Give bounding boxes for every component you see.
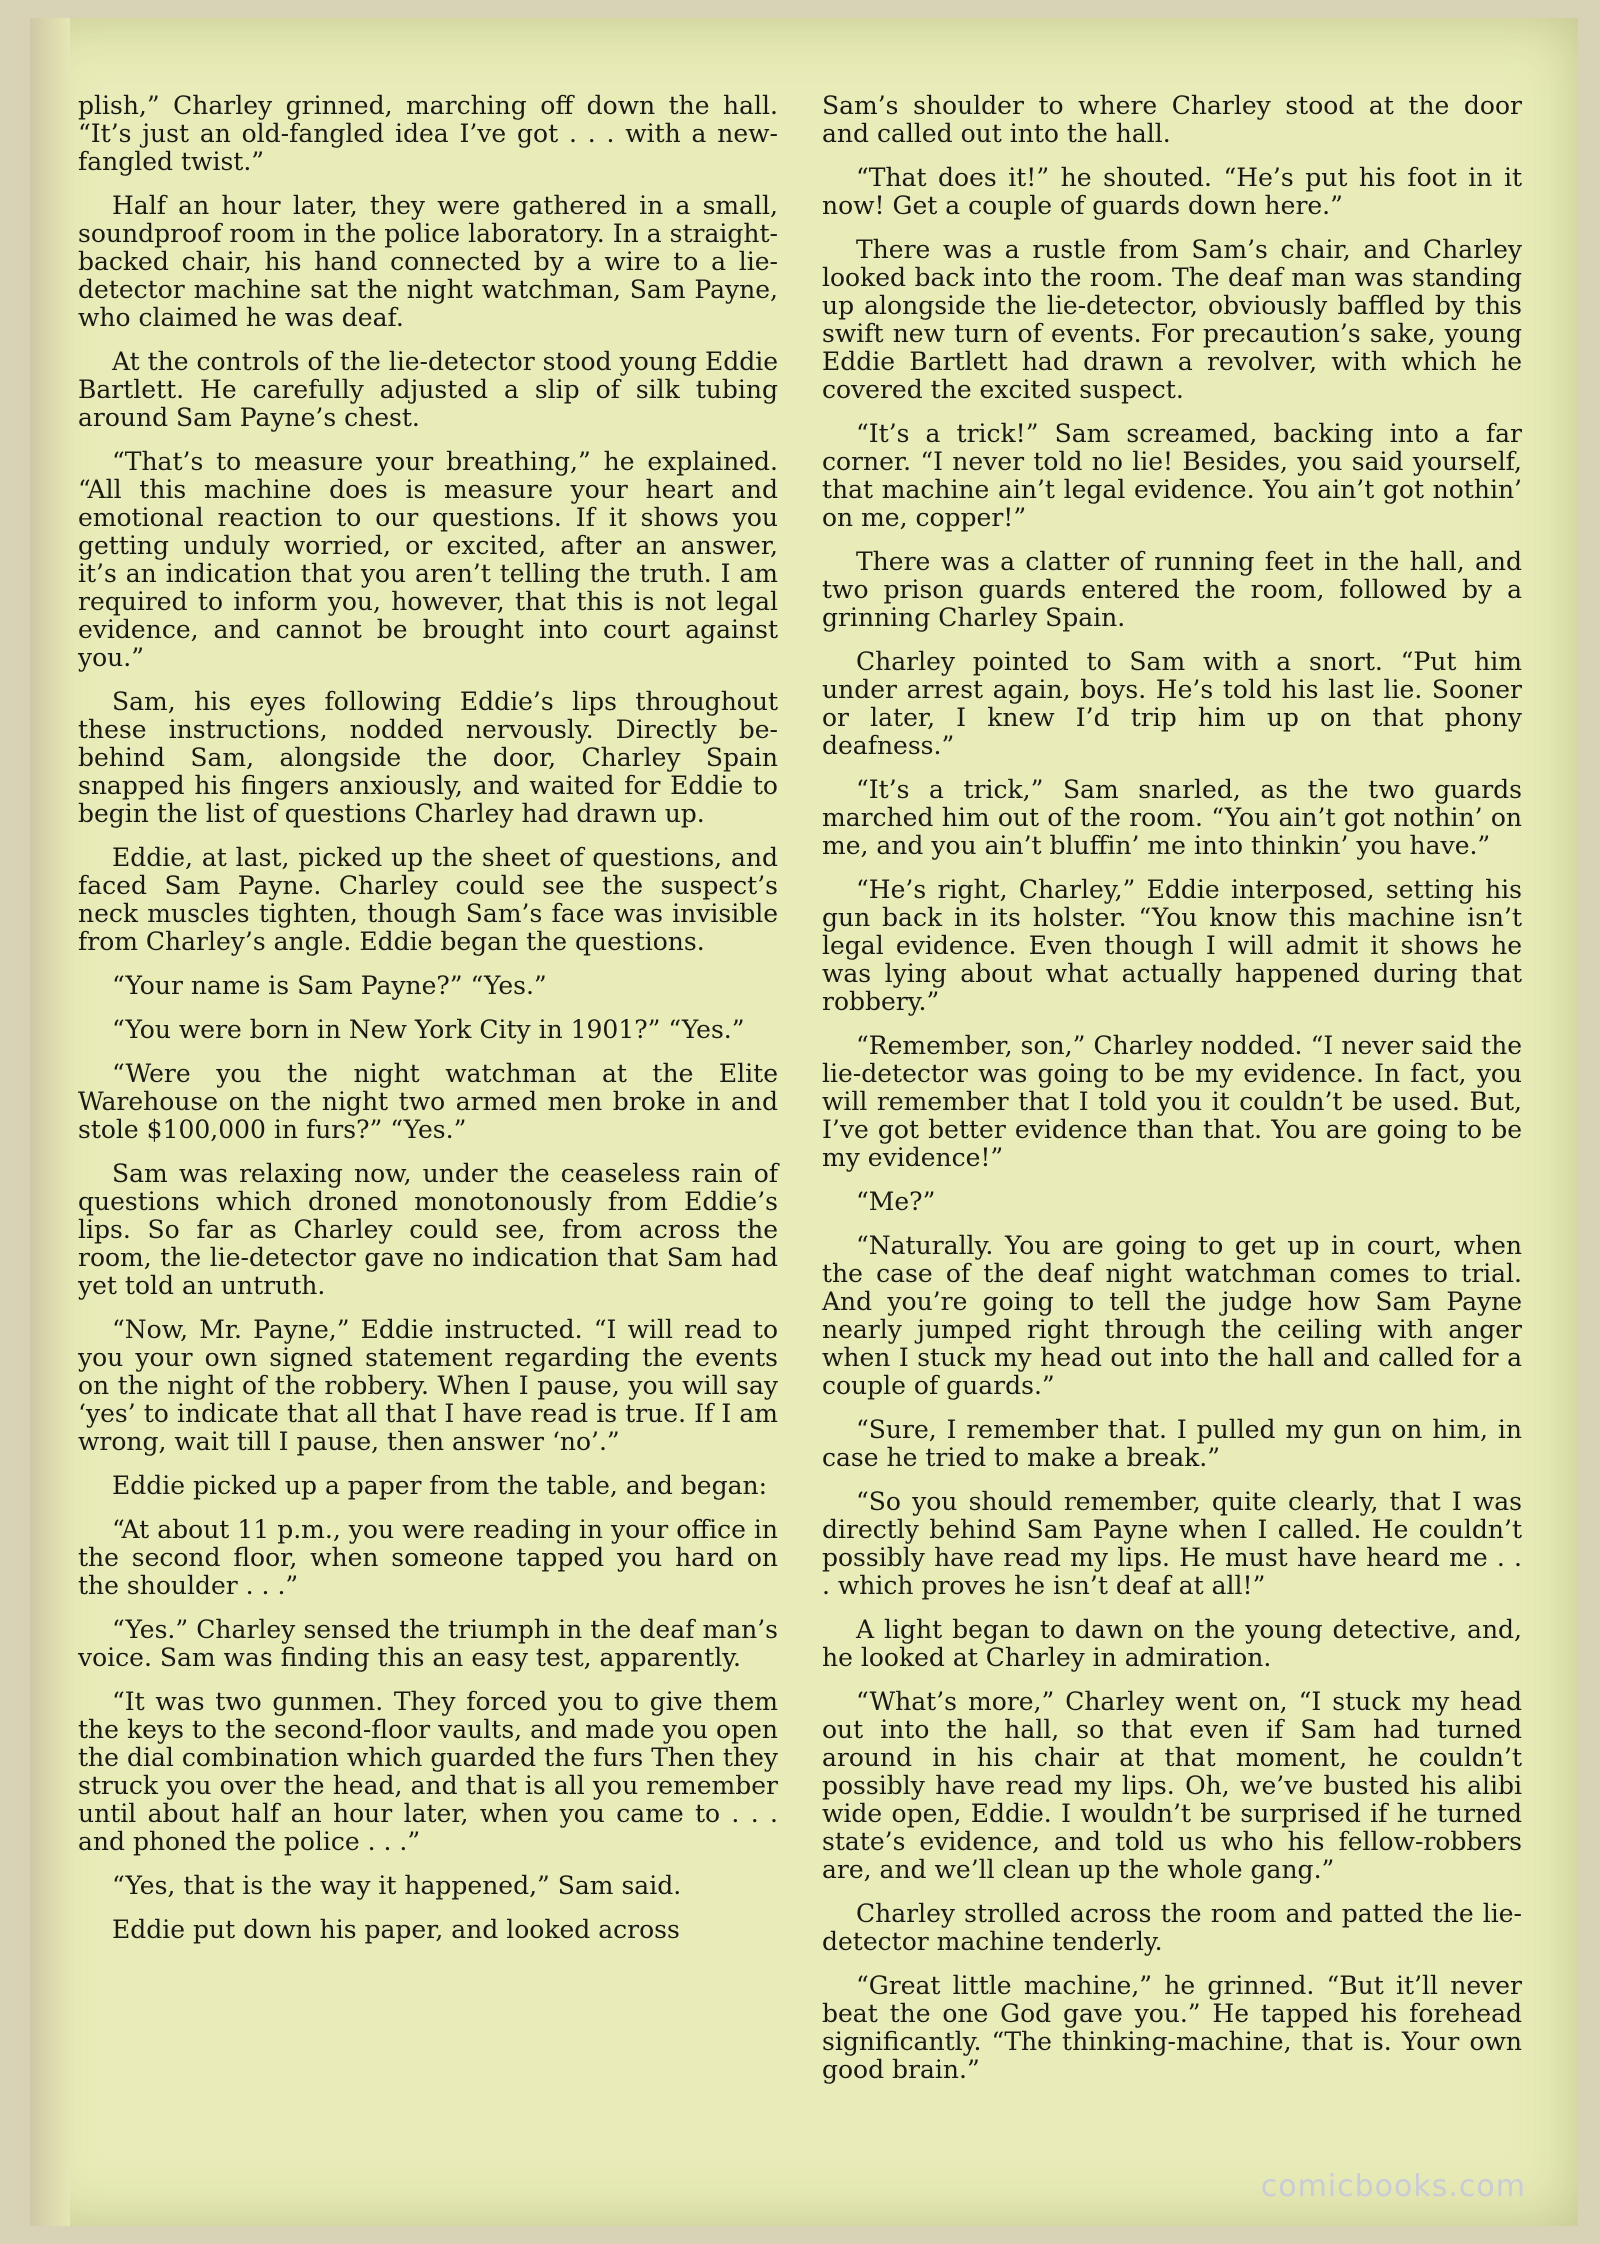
paragraph: There was a rustle from Sam’s chair, and Charley looked back into the room. The deaf man was standing up alongside the lie-detector, obviously baffled by this swift new turn of events. For precaution’s sake, young Eddie Bartlett had drawn a revolver, with which he covered the excited suspect. [822, 235, 1522, 404]
paragraph: A light began to dawn on the young detective, and, he looked at Charley in admiration. [822, 1615, 1522, 1672]
paragraph: Eddie picked up a paper from the table, and began: [112, 1471, 768, 1500]
paragraph: plish,” Charley grinned, marching off down the hall. “It’s just an old-fangled idea I’ve got . . . with a new-fangled twist.” [78, 91, 778, 176]
paragraph: Sam, his eyes following Eddie’s lips throughout these instructions, nodded nervously. Directly be-behind Sam, alongside the door, Charley Spain snapped his fingers anxiously, and waited for Eddie to begin the list of questions Charley had drawn up. [78, 687, 778, 828]
paragraph: Sam was relaxing now, under the ceaseless rain of questions which droned monotonously from Eddie’s lips. So far as Charley could see, from across the room, the lie-detector gave no indication that Sam had yet told an untruth. [78, 1159, 778, 1300]
paragraph: “Sure, I remember that. I pulled my gun on him, in case he tried to make a break.” [822, 1415, 1522, 1472]
paragraph: “It was two gunmen. They forced you to give them the keys to the second-floor vaults, and made you open the dial combination which guarded the furs Then they struck you over the head, and that is all you remember until about half an hour later, when you came to . . . and phoned the police . . .” [78, 1687, 778, 1856]
paragraph: “You were born in New York City in 1901?” “Yes.” [112, 1015, 745, 1044]
watermark: comicbooks.com [1260, 2169, 1526, 2204]
paragraph: “Naturally. You are going to get up in court, when the case of the deaf night watchman comes to trial. And you’re going to tell the judge how Sam Payne nearly jumped right through the ceiling with anger when I stuck my head out into the hall and called for a couple of guards.” [822, 1231, 1522, 1400]
right-text-column [822, 92, 1522, 2100]
paragraph: “Me?” [856, 1187, 936, 1216]
paragraph: Sam’s shoulder to where Charley stood at the door and called out into the hall. [822, 91, 1522, 148]
paragraph: Eddie, at last, picked up the sheet of questions, and faced Sam Payne. Charley could see the suspect’s neck muscles tighten, though Sam’s face was invisible from Charley’s angle. Eddie began the questions. [78, 843, 778, 956]
page-binding-edge [30, 18, 70, 2226]
left-text-column [78, 92, 778, 1960]
paragraph: “That does it!” he shouted. “He’s put his foot in it now! Get a couple of guards down here.” [822, 163, 1522, 220]
paragraph: “That’s to measure your breathing,” he explained. “All this machine does is measure your heart and emotional reaction to our questions. If it shows you getting unduly worried, or excited, after an answer, it’s an indication that you aren’t telling the truth. I am required to inform you, however, that this is not legal evidence, and cannot be brought into court against you.” [78, 447, 778, 672]
paragraph: “At about 11 p.m., you were reading in your office in the second floor, when someone tapped you hard on the shoulder . . .” [78, 1515, 778, 1600]
paragraph: “What’s more,” Charley went on, “I stuck my head out into the hall, so that even if Sam had turned around in his chair at that moment, he couldn’t possibly have read my lips. Oh, we’ve busted his alibi wide open, Eddie. I wouldn’t be surprised if he turned state’s evidence, and told us who his fellow-robbers are, and we’ll clean up the whole gang.” [822, 1687, 1522, 1884]
paragraph: At the controls of the lie-detector stood young Eddie Bartlett. He carefully adjusted a slip of silk tubing around Sam Payne’s chest. [78, 347, 778, 432]
paragraph: “He’s right, Charley,” Eddie interposed, setting his gun back in its holster. “You know this machine isn’t legal evidence. Even though I will admit it shows he was lying about what actually happened during that robbery.” [822, 875, 1522, 1016]
paragraph: There was a clatter of running feet in the hall, and two prison guards entered the room, followed by a grinning Charley Spain. [822, 547, 1522, 632]
paragraph: Eddie put down his paper, and looked across [112, 1915, 680, 1944]
paragraph: “Yes, that is the way it happened,” Sam said. [112, 1871, 682, 1900]
paragraph: “Were you the night watchman at the Elite Warehouse on the night two armed men broke in and stole $100,000 in furs?” “Yes.” [78, 1059, 778, 1144]
paragraph: Half an hour later, they were gathered in a small, soundproof room in the police laboratory. In a straight-backed chair, his hand connected by a wire to a lie-detector machine sat the night watchman, Sam Payne, who claimed he was deaf. [78, 191, 778, 332]
paragraph: “Your name is Sam Payne?” “Yes.” [112, 971, 547, 1000]
paragraph: “Remember, son,” Charley nodded. “I never said the lie-detector was going to be my evidence. In fact, you will remember that I told you it couldn’t be used. But, I’ve got better evidence than that. You are going to be my evidence!” [822, 1031, 1522, 1172]
paragraph: “Great little machine,” he grinned. “But it’ll never beat the one God gave you.” He tapped his forehead significantly. “The thinking-machine, that is. Your own good brain.” [822, 1971, 1522, 2084]
paragraph: Charley strolled across the room and patted the lie-detector machine tenderly. [822, 1899, 1522, 1956]
paragraph: “It’s a trick!” Sam screamed, backing into a far corner. “I never told no lie! Besides, you said yourself, that machine ain’t legal evidence. You ain’t got nothin’ on me, copper!” [822, 419, 1522, 532]
magazine-page [30, 18, 1578, 2226]
paragraph: “Now, Mr. Payne,” Eddie instructed. “I will read to you your own signed statement regarding the events on the night of the robbery. When I pause, you will say ‘yes’ to indicate that all that I have read is true. If I am wrong, wait till I pause, then answer ‘no’.” [78, 1315, 778, 1456]
paragraph: “Yes.” Charley sensed the triumph in the deaf man’s voice. Sam was finding this an easy test, apparently. [78, 1615, 778, 1672]
paragraph: “It’s a trick,” Sam snarled, as the two guards marched him out of the room. “You ain’t got nothin’ on me, and you ain’t bluffin’ me into thinkin’ you have.” [822, 775, 1522, 860]
paragraph: “So you should remember, quite clearly, that I was directly behind Sam Payne when I called. He couldn’t possibly have read my lips. He must have heard me . . . which proves he isn’t deaf at all!” [822, 1487, 1522, 1600]
paragraph: Charley pointed to Sam with a snort. “Put him under arrest again, boys. He’s told his last lie. Sooner or later, I knew I’d trip him up on that phony deafness.” [822, 647, 1522, 760]
